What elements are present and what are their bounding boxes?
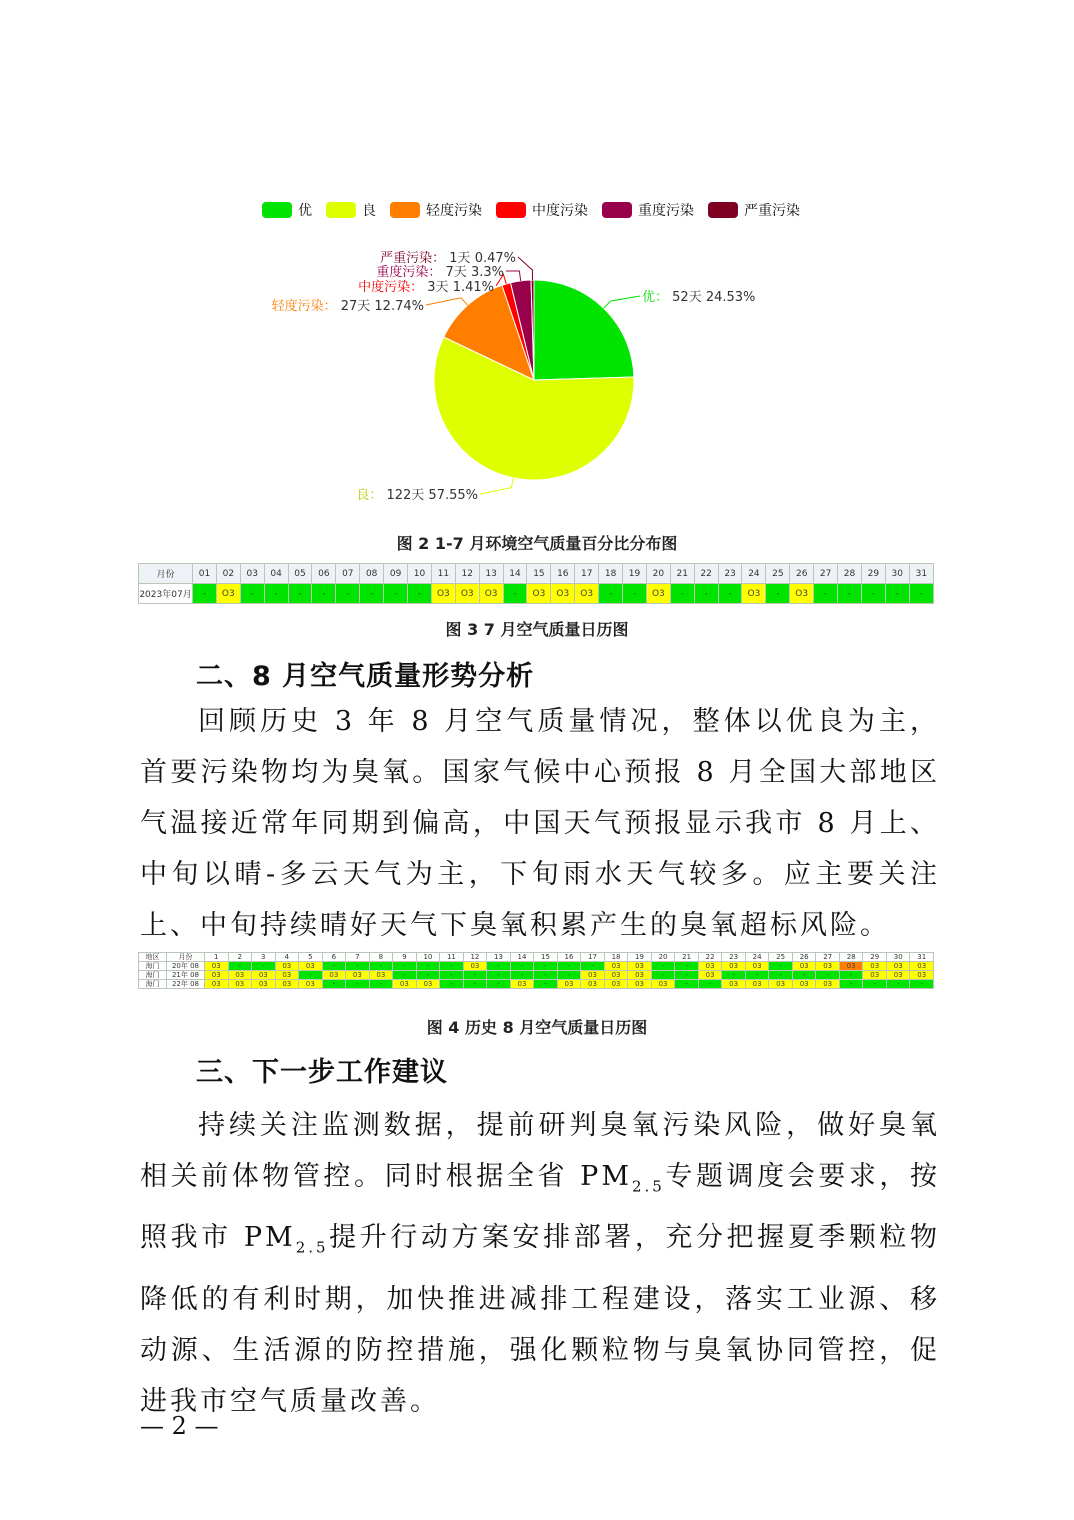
calendar-day-cell: O3	[479, 584, 503, 604]
page-number: — 2 —	[140, 1412, 219, 1440]
calendar-day-cell: -	[675, 980, 699, 989]
legend-item[interactable]	[326, 200, 376, 220]
legend-swatch	[602, 202, 632, 218]
legend-swatch	[708, 202, 738, 218]
para2-part3: 提升行动方案安排部署，充分把握夏季颗粒物降低的有利时期，加快推进减排工程建设，落实工业源、移动源、生活源的防控措施，强化颗粒物与臭氧协同管控，促进我市空气质量改善。	[140, 1222, 940, 1417]
calendar-day-cell: -	[322, 980, 346, 989]
pie-data-label: 轻度污染： 27天 12.74%	[271, 299, 424, 314]
calendar-day-cell: -	[599, 584, 623, 604]
calendar-day-cell: 03	[275, 971, 299, 980]
para2-part1: 持续关注监测数据，提前研判臭氧污染风险，做好臭氧相关前体物管控。同时根据全省 PM	[140, 1110, 940, 1192]
calendar-day-cell: 03	[698, 971, 722, 980]
calendar-header-cell: 18	[599, 564, 623, 584]
calendar-day-cell: -	[299, 971, 323, 980]
calendar-day-cell: -	[360, 584, 384, 604]
calendar-day-cell: -	[416, 962, 440, 971]
calendar-day-cell: 03	[369, 971, 393, 980]
calendar-header-cell: 11	[440, 953, 464, 962]
calendar-day-cell: -	[240, 584, 264, 604]
calendar-day-cell: 03	[628, 971, 652, 980]
calendar-header-cell: 6	[322, 953, 346, 962]
calendar-day-cell: -	[534, 971, 558, 980]
legend-label: 重度污染	[638, 203, 694, 219]
pie-leader-line	[604, 296, 640, 308]
calendar-day-cell: -	[487, 962, 511, 971]
calendar-header-cell: 1	[205, 953, 229, 962]
calendar-day-cell: -	[322, 962, 346, 971]
calendar-header-cell: 24	[742, 564, 766, 584]
calendar-header-cell: 12	[455, 564, 479, 584]
calendar-header-cell: 17	[575, 564, 599, 584]
calendar-day-cell: -	[623, 584, 647, 604]
calendar-day-cell: 03	[628, 962, 652, 971]
calendar-day-cell: 03	[604, 971, 628, 980]
legend-item[interactable]	[390, 200, 482, 220]
calendar-day-cell: -	[886, 980, 910, 989]
calendar-month-cell: 22年 08	[167, 980, 205, 989]
calendar-day-cell: O3	[790, 584, 814, 604]
calendar-header-cell: 24	[745, 953, 769, 962]
calendar-day-cell: O3	[575, 584, 599, 604]
calendar-day-cell: -	[675, 962, 699, 971]
calendar-day-cell: O3	[527, 584, 551, 604]
legend-label: 优	[298, 203, 312, 219]
pie-data-label: 重度污染： 7天 3.3%	[376, 265, 504, 280]
calendar-day-cell: -	[557, 962, 581, 971]
calendar-header-cell: 03	[240, 564, 264, 584]
calendar-day-cell: -	[792, 971, 816, 980]
calendar-day-cell: -	[670, 584, 694, 604]
calendar-month-cell: 20年 08	[167, 962, 205, 971]
calendar-header-cell: 16	[551, 564, 575, 584]
calendar-day-cell: -	[312, 584, 336, 604]
calendar-header-cell: 20	[651, 953, 675, 962]
legend-swatch	[390, 202, 420, 218]
calendar-day-cell: 03	[792, 980, 816, 989]
calendar-day-cell: O3	[455, 584, 479, 604]
calendar-header-cell: 17	[581, 953, 605, 962]
calendar-header-cell: 3	[252, 953, 276, 962]
section-heading-3: 三、下一步工作建议	[196, 1057, 448, 1088]
calendar-day-cell: 03	[275, 962, 299, 971]
calendar-header-cell: 19	[628, 953, 652, 962]
calendar-day-cell: -	[336, 584, 360, 604]
calendar-day-cell: -	[675, 971, 699, 980]
calendar-day-cell: -	[581, 962, 605, 971]
calendar-header-cell: 02	[216, 564, 240, 584]
calendar-day-cell: -	[909, 584, 933, 604]
calendar-day-cell: 03	[886, 962, 910, 971]
calendar-day-cell: 03	[252, 971, 276, 980]
calendar-header-cell: 31	[909, 564, 933, 584]
calendar-day-cell: 03	[863, 962, 887, 971]
legend-swatch	[496, 202, 526, 218]
calendar-day-cell: 03	[346, 971, 370, 980]
calendar-header-cell: 29	[863, 953, 887, 962]
legend-swatch	[326, 202, 356, 218]
legend-label: 中度污染	[532, 203, 588, 219]
calendar-header-cell: 28	[838, 564, 862, 584]
calendar-day-cell: 03	[228, 971, 252, 980]
calendar-day-cell: -	[288, 584, 312, 604]
calendar-day-cell: 03	[604, 980, 628, 989]
pie-leader-line	[426, 298, 468, 305]
chart-legend	[262, 200, 800, 220]
calendar-day-cell: 03	[910, 971, 934, 980]
pie-data-label: 严重污染： 1天 0.47%	[380, 251, 516, 266]
calendar-header-cell: 14	[510, 953, 534, 962]
pie-data-label: 优： 52天 24.53%	[642, 290, 756, 305]
calendar-header-cell: 08	[360, 564, 384, 584]
calendar-day-cell: -	[722, 971, 746, 980]
calendar-header-cell: 23	[722, 953, 746, 962]
calendar-header-cell: 13	[487, 953, 511, 962]
calendar-region-cell: 海门	[139, 980, 167, 989]
calendar-header-cell: 月份	[139, 564, 193, 584]
calendar-day-cell: 03	[205, 971, 229, 980]
calendar-day-cell: O3	[216, 584, 240, 604]
calendar-day-cell: -	[369, 962, 393, 971]
calendar-day-cell: 03	[205, 962, 229, 971]
calendar-header-cell: 7	[346, 953, 370, 962]
calendar-day-cell: 03	[745, 980, 769, 989]
calendar-header-cell: 04	[264, 564, 288, 584]
calendar-day-cell: -	[440, 962, 464, 971]
figure-4-caption: 图 4 历史 8 月空气质量日历图	[426, 1018, 648, 1037]
calendar-header-cell: 25	[766, 564, 790, 584]
calendar-day-cell: 03	[252, 980, 276, 989]
calendar-day-cell: 03	[745, 962, 769, 971]
paragraph-suggestions	[140, 1100, 940, 1427]
calendar-day-cell: 03	[839, 962, 863, 971]
calendar-header-cell: 31	[910, 953, 934, 962]
calendar-day-cell: -	[557, 971, 581, 980]
calendar-day-cell: -	[463, 980, 487, 989]
table-row	[139, 962, 934, 971]
calendar-row-label: 2023年07月	[139, 584, 193, 604]
table-row	[139, 980, 934, 989]
calendar-day-cell: -	[510, 971, 534, 980]
calendar-day-cell: -	[416, 971, 440, 980]
pie-data-label: 良： 122天 57.55%	[356, 488, 478, 503]
calendar-region-cell: 海门	[139, 971, 167, 980]
pie-data-label: 中度污染： 3天 1.41%	[358, 280, 494, 295]
calendar-day-cell: -	[718, 584, 742, 604]
calendar-header-cell: 25	[769, 953, 793, 962]
table-row	[139, 584, 934, 604]
calendar-day-cell: -	[863, 980, 887, 989]
calendar-header-cell: 20	[646, 564, 670, 584]
calendar-day-cell: 03	[722, 962, 746, 971]
calendar-header-cell: 30	[886, 953, 910, 962]
calendar-day-cell: 03	[322, 971, 346, 980]
july-calendar-table	[138, 563, 934, 604]
calendar-header-cell: 27	[814, 564, 838, 584]
calendar-header-cell: 13	[479, 564, 503, 584]
calendar-day-cell: -	[228, 962, 252, 971]
calendar-header-cell: 12	[463, 953, 487, 962]
calendar-day-cell: -	[369, 980, 393, 989]
calendar-day-cell: 03	[792, 962, 816, 971]
calendar-month-cell: 21年 08	[167, 971, 205, 980]
calendar-header-row	[139, 564, 934, 584]
calendar-day-cell: O3	[431, 584, 455, 604]
pie-leader-line	[480, 478, 513, 494]
figure-3-caption: 图 3 7 月空气质量日历图	[445, 620, 629, 639]
pie-leader-line	[506, 271, 521, 281]
calendar-header-cell: 23	[718, 564, 742, 584]
calendar-day-cell: -	[839, 971, 863, 980]
calendar-day-cell: -	[408, 584, 432, 604]
paragraph-analysis: 回顾历史 3 年 8 月空气质量情况，整体以优良为主，首要污染物均为臭氧。国家气候中心预报 8 月全国大部地区气温接近常年同期到偏高，中国天气预报显示我市 8 月上、中旬以晴-多云天气为主，下旬雨水天气较多。应主要关注上、中旬持续晴好天气下臭氧积累产生的臭氧超标风险。	[140, 706, 940, 941]
calendar-day-cell: 03	[910, 962, 934, 971]
calendar-day-cell: -	[839, 980, 863, 989]
legend-item[interactable]	[262, 200, 312, 220]
calendar-day-cell: -	[698, 980, 722, 989]
calendar-day-cell: 03	[604, 962, 628, 971]
calendar-header-cell: 07	[336, 564, 360, 584]
calendar-header-cell: 09	[384, 564, 408, 584]
calendar-header-cell: 4	[275, 953, 299, 962]
calendar-header-cell: 5	[299, 953, 323, 962]
legend-label: 良	[362, 203, 376, 219]
pie-chart	[250, 238, 810, 518]
calendar-header-cell: 8	[369, 953, 393, 962]
calendar-day-cell: -	[694, 584, 718, 604]
calendar-day-cell: -	[814, 584, 838, 604]
calendar-day-cell: 03	[299, 962, 323, 971]
calendar-header-cell: 27	[816, 953, 840, 962]
history-calendar-table	[138, 952, 934, 989]
calendar-day-cell: 03	[722, 980, 746, 989]
calendar-day-cell: -	[264, 584, 288, 604]
calendar-day-cell: 03	[816, 962, 840, 971]
calendar-day-cell: 03	[463, 962, 487, 971]
calendar-day-cell: -	[745, 971, 769, 980]
calendar-header-cell: 26	[792, 953, 816, 962]
calendar-day-cell: 03	[816, 980, 840, 989]
calendar-day-cell: 03	[863, 971, 887, 980]
calendar-day-cell: -	[393, 962, 417, 971]
figure-2-caption: 图 2 1-7 月环境空气质量百分比分布图	[396, 534, 678, 553]
legend-swatch	[262, 202, 292, 218]
calendar-header-cell: 22	[694, 564, 718, 584]
calendar-day-cell: 03	[769, 980, 793, 989]
para2-sub2: 2.5	[295, 1238, 329, 1257]
calendar-day-cell: -	[885, 584, 909, 604]
calendar-header-cell: 15	[534, 953, 558, 962]
calendar-day-cell: -	[510, 962, 534, 971]
calendar-day-cell: -	[346, 962, 370, 971]
calendar-day-cell: -	[440, 971, 464, 980]
calendar-header-cell: 11	[431, 564, 455, 584]
section-heading-2: 二、8 月空气质量形势分析	[196, 661, 535, 692]
legend-item[interactable]	[496, 200, 588, 220]
calendar-header-cell: 29	[861, 564, 885, 584]
calendar-day-cell: -	[838, 584, 862, 604]
calendar-header-cell: 06	[312, 564, 336, 584]
table-row	[139, 971, 934, 980]
calendar-day-cell: 03	[510, 980, 534, 989]
calendar-day-cell: 03	[581, 971, 605, 980]
legend-item[interactable]	[708, 200, 800, 220]
legend-label: 严重污染	[744, 203, 800, 219]
calendar-day-cell: 03	[581, 980, 605, 989]
calendar-header-cell: 21	[670, 564, 694, 584]
calendar-day-cell: 03	[228, 980, 252, 989]
calendar-day-cell: -	[487, 971, 511, 980]
calendar-header-row	[139, 953, 934, 962]
calendar-day-cell: 03	[698, 962, 722, 971]
calendar-day-cell: O3	[646, 584, 670, 604]
calendar-header-cell: 9	[393, 953, 417, 962]
calendar-day-cell: -	[766, 584, 790, 604]
legend-label: 轻度污染	[426, 203, 482, 219]
calendar-header-cell: 10	[416, 953, 440, 962]
calendar-day-cell: 03	[393, 980, 417, 989]
calendar-header-cell: 16	[557, 953, 581, 962]
calendar-day-cell: -	[534, 962, 558, 971]
calendar-header-cell: 28	[839, 953, 863, 962]
calendar-header-cell: 21	[675, 953, 699, 962]
calendar-day-cell: -	[816, 971, 840, 980]
calendar-day-cell: -	[393, 971, 417, 980]
calendar-day-cell: -	[651, 971, 675, 980]
calendar-header-cell: 10	[408, 564, 432, 584]
calendar-day-cell: -	[651, 962, 675, 971]
calendar-header-cell: 14	[503, 564, 527, 584]
calendar-header-cell: 地区	[139, 953, 167, 962]
calendar-day-cell: 03	[886, 971, 910, 980]
calendar-header-cell: 15	[527, 564, 551, 584]
calendar-header-cell: 22	[698, 953, 722, 962]
calendar-day-cell: 03	[275, 980, 299, 989]
calendar-day-cell: -	[440, 980, 464, 989]
calendar-region-cell: 海门	[139, 962, 167, 971]
calendar-day-cell: -	[384, 584, 408, 604]
calendar-day-cell: 03	[557, 980, 581, 989]
calendar-header-cell: 月份	[167, 953, 205, 962]
calendar-day-cell: -	[769, 962, 793, 971]
calendar-header-cell: 26	[790, 564, 814, 584]
calendar-day-cell: -	[534, 980, 558, 989]
para2-sub1: 2.5	[631, 1177, 665, 1196]
calendar-day-cell: -	[503, 584, 527, 604]
calendar-day-cell: -	[769, 971, 793, 980]
calendar-day-cell: -	[193, 584, 217, 604]
calendar-header-cell: 30	[885, 564, 909, 584]
calendar-header-cell: 2	[228, 953, 252, 962]
calendar-day-cell: 03	[416, 980, 440, 989]
calendar-day-cell: -	[861, 584, 885, 604]
calendar-day-cell: -	[910, 980, 934, 989]
calendar-day-cell: 03	[651, 980, 675, 989]
calendar-day-cell: -	[463, 971, 487, 980]
legend-item[interactable]	[602, 200, 694, 220]
calendar-day-cell: 03	[205, 980, 229, 989]
calendar-day-cell: 03	[628, 980, 652, 989]
calendar-day-cell: -	[252, 962, 276, 971]
calendar-day-cell: O3	[551, 584, 575, 604]
para2-part2: 专题调度会要求，按照我市 PM	[140, 1161, 940, 1254]
pie-slice[interactable]	[534, 280, 634, 380]
calendar-day-cell: -	[487, 980, 511, 989]
calendar-header-cell: 01	[193, 564, 217, 584]
calendar-header-cell: 19	[623, 564, 647, 584]
calendar-day-cell: -	[346, 980, 370, 989]
calendar-header-cell: 05	[288, 564, 312, 584]
calendar-header-cell: 18	[604, 953, 628, 962]
calendar-day-cell: O3	[742, 584, 766, 604]
calendar-day-cell: 03	[299, 980, 323, 989]
